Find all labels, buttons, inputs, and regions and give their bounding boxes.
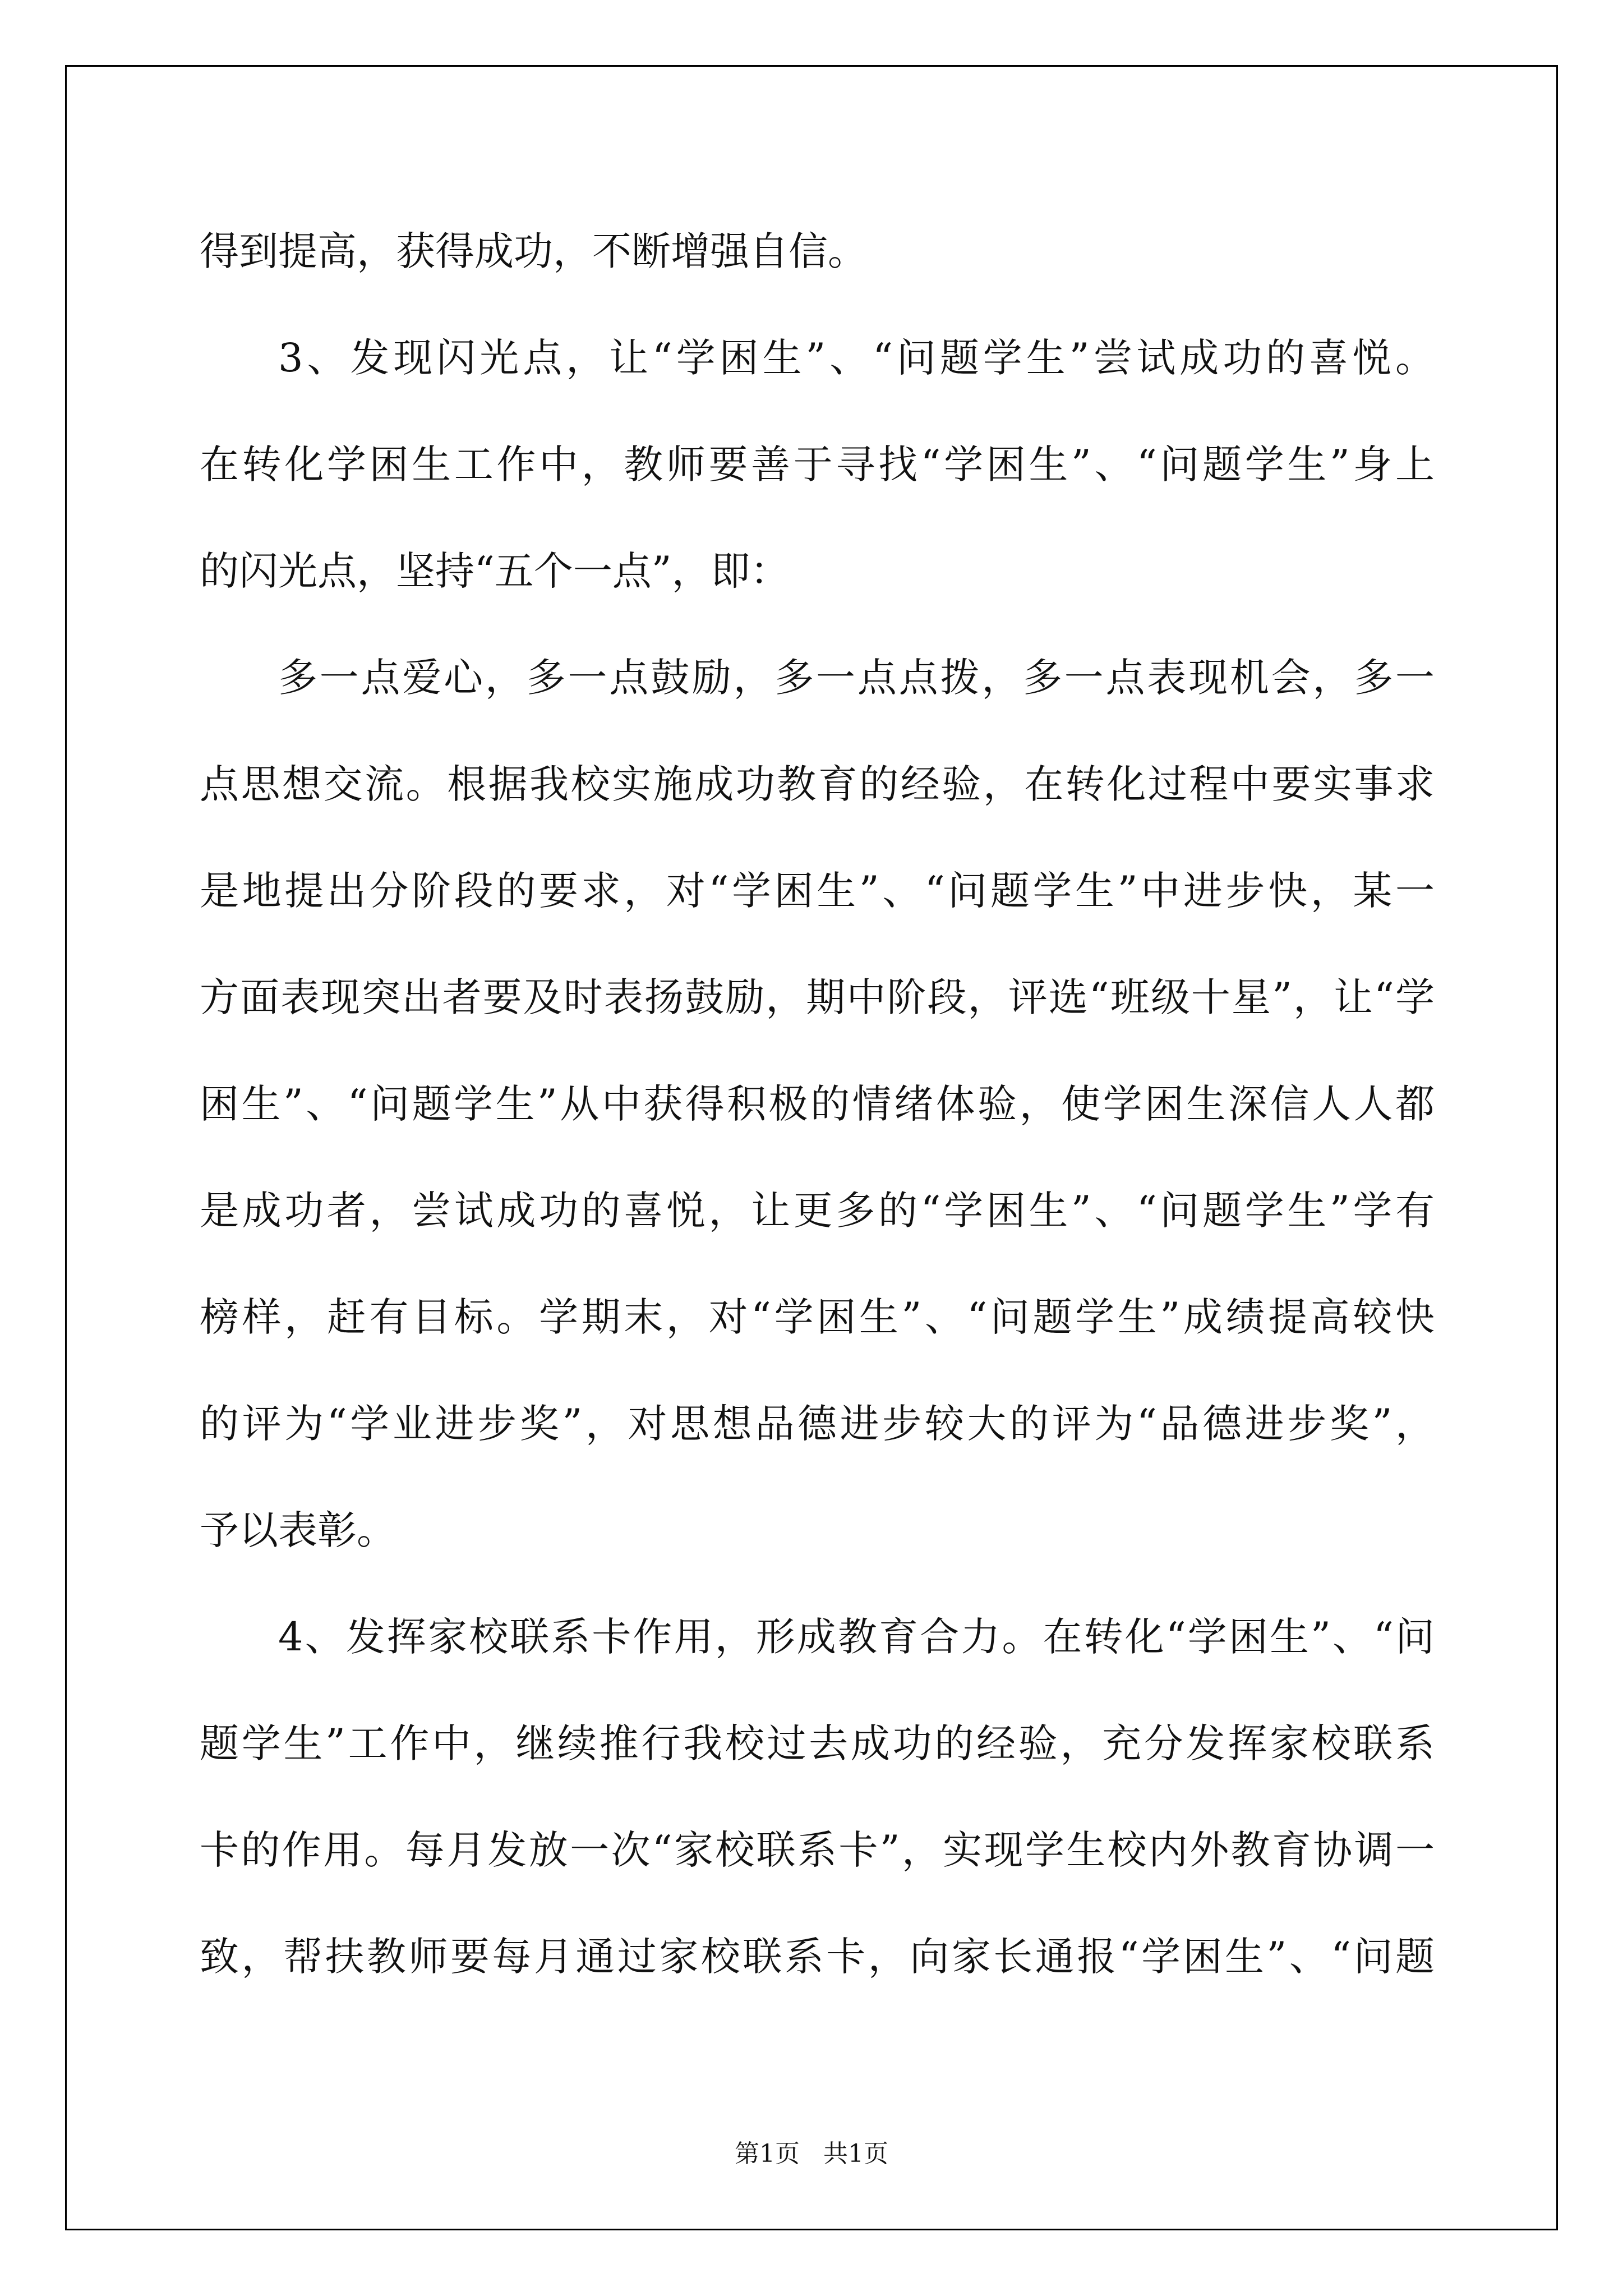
text-line: 是成功者，尝试成功的喜悦，让更多的“学困生”、“问题学生”学有 [200, 1188, 1435, 1234]
text-line: 点思想交流。根据我校实施成功教育的经验，在转化过程中要实事求 [200, 761, 1435, 807]
text-line: 得到提高，获得成功，不断增强自信。 [200, 228, 867, 274]
text-line: 榜样，赶有目标。学期末，对“学困生”、“问题学生”成绩提高较快 [200, 1294, 1435, 1340]
text-line: 多一点爱心，多一点鼓励，多一点点拨，多一点表现机会，多一 [278, 655, 1435, 701]
document-body [200, 222, 1435, 2033]
text-line: 予以表彰。 [200, 1507, 396, 1553]
text-line: 卡的作用。每月发放一次“家校联系卡”，实现学生校内外教育协调一 [200, 1827, 1435, 1873]
text-line: 在转化学困生工作中，教师要善于寻找“学困生”、“问题学生”身上 [200, 441, 1435, 487]
text-line: 致，帮扶教师要每月通过家校联系卡，向家长通报“学困生”、“问题 [200, 1934, 1435, 1980]
text-line: 困生”、“问题学生”从中获得积极的情绪体验，使学困生深信人人都 [200, 1081, 1435, 1127]
text-line: 的闪光点，坚持“五个一点”，即： [200, 548, 790, 594]
text-line: 的评为“学业进步奖”，对思想品德进步较大的评为“品德进步奖”， [200, 1401, 1435, 1447]
text-line: 4、发挥家校联系卡作用，形成教育合力。在转化“学困生”、“问 [278, 1614, 1435, 1660]
text-line: 题学生”工作中，继续推行我校过去成功的经验，充分发挥家校联系 [200, 1720, 1435, 1766]
text-line: 方面表现突出者要及时表扬鼓励，期中阶段，评选“班级十星”，让“学 [200, 974, 1435, 1020]
text-line: 3、发现闪光点，让“学困生”、“问题学生”尝试成功的喜悦。 [278, 335, 1435, 381]
text-line: 是地提出分阶段的要求，对“学困生”、“问题学生”中进步快，某一 [200, 868, 1435, 914]
page-number-footer: 第1页 共1页 [735, 2139, 888, 2168]
